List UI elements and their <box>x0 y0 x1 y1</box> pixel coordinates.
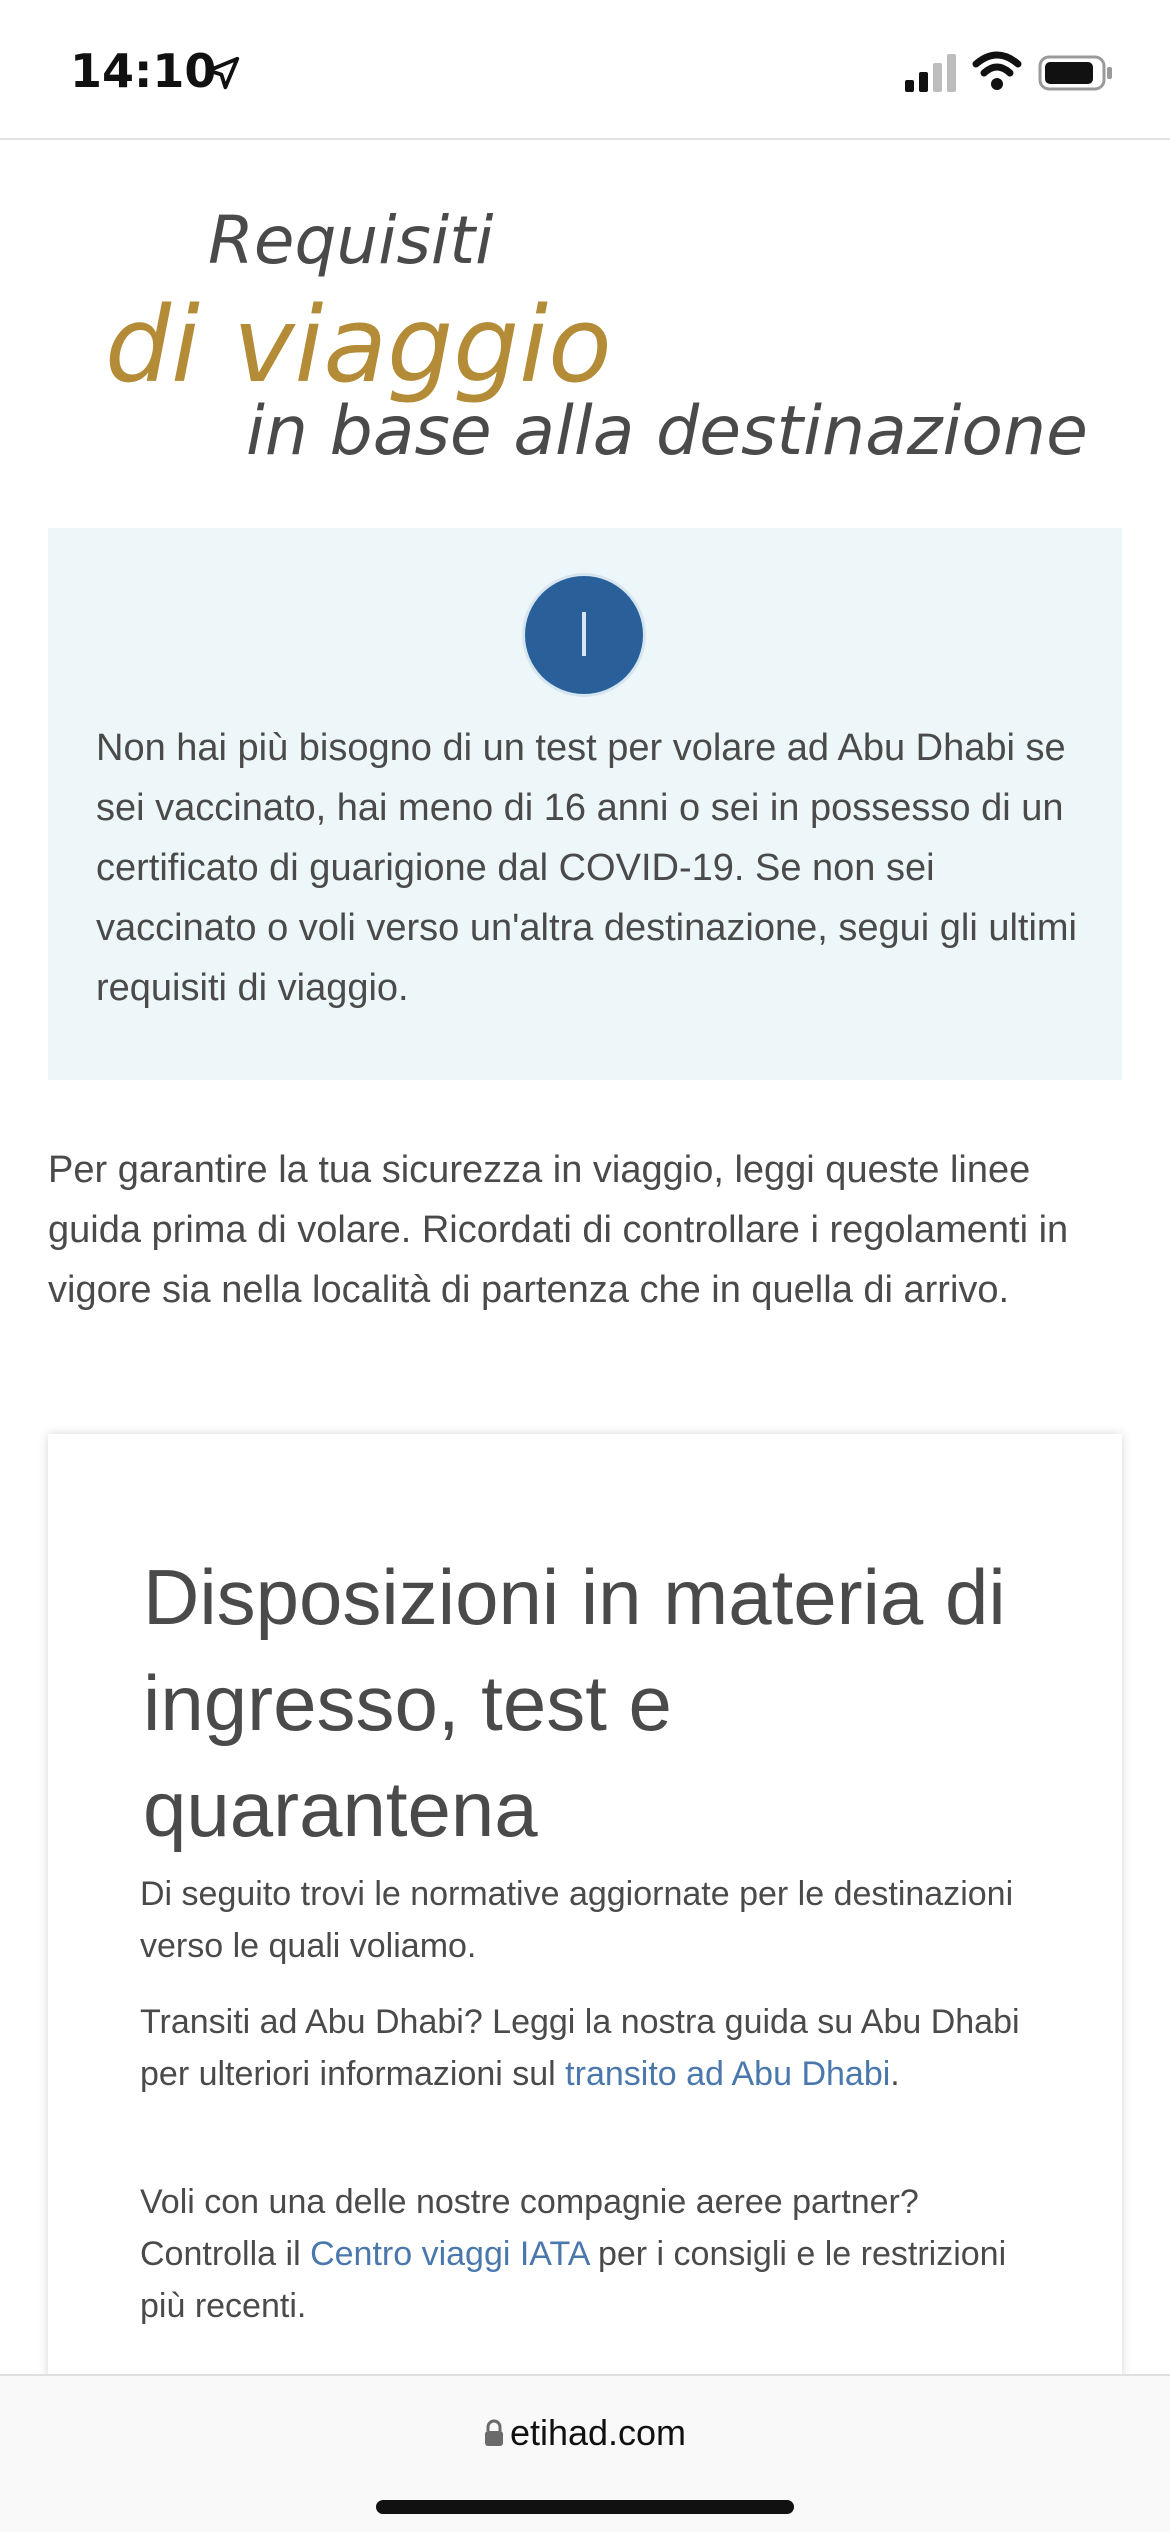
hero-title-line1: Requisiti <box>208 202 494 279</box>
card-title: Disposizioni in materia di ingresso, test e quarantena <box>143 1553 1006 1853</box>
status-time: 14:10 <box>70 44 217 98</box>
intro-paragraph: Per garantire la tua sicurezza in viaggio, leggi queste linee guida prima di volare. Ricordati di controllare i regolamenti in vigore sia nella località di partenza che in quella di arrivo. <box>48 1149 1069 1311</box>
hero-title-line3: in base alla destinazione <box>246 392 1088 471</box>
status-bar <box>0 0 1170 140</box>
card-paragraph-partners <box>140 2176 1040 2332</box>
home-indicator[interactable] <box>376 2500 794 2514</box>
battery-icon <box>1038 54 1114 92</box>
info-notice-text: Non hai più bisogno di un test per volare ad Abu Dhabi se sei vaccinato, hai meno di 16 anni o sei in possesso di un certificato di guarigione dal COVID-19. Se non sei vaccinato o voli verso un'altra destinazione, segui gli ultimi requisiti di viaggio. <box>96 727 1077 1009</box>
page-content <box>0 142 1170 2374</box>
entry-requirements-card <box>48 1434 1122 2374</box>
address-bar[interactable] <box>0 2412 1170 2454</box>
location-arrow-icon <box>204 54 242 92</box>
partners-text-end: per i consigli e le restrizioni più recenti. <box>140 2235 1007 2325</box>
card-paragraph-destinations: Di seguito trovi le normative aggiornate per le destinazioni verso le quali voliamo. <box>140 1875 1014 1965</box>
wifi-icon <box>972 50 1022 92</box>
transit-abu-dhabi-link[interactable]: transito ad Abu Dhabi <box>565 2055 891 2093</box>
transit-text: Transiti ad Abu Dhabi? Leggi la nostra guida su Abu Dhabi per ulteriori informazioni sul <box>140 2003 1020 2093</box>
hero-title-line2: di viaggio <box>105 284 612 406</box>
lock-icon <box>484 2419 504 2447</box>
info-notice-box <box>48 528 1122 1080</box>
url-text: etihad.com <box>509 2412 687 2453</box>
info-icon <box>525 576 643 694</box>
partners-text: Voli con una delle nostre compagnie aeree partner? Controlla il <box>140 2183 919 2273</box>
card-paragraph-transit <box>140 1996 1040 2100</box>
cellular-signal-icon <box>905 54 959 92</box>
browser-bottom-bar <box>0 2374 1170 2532</box>
iata-travel-centre-link[interactable]: Centro viaggi IATA <box>310 2235 589 2273</box>
transit-text-end: . <box>890 2055 900 2093</box>
